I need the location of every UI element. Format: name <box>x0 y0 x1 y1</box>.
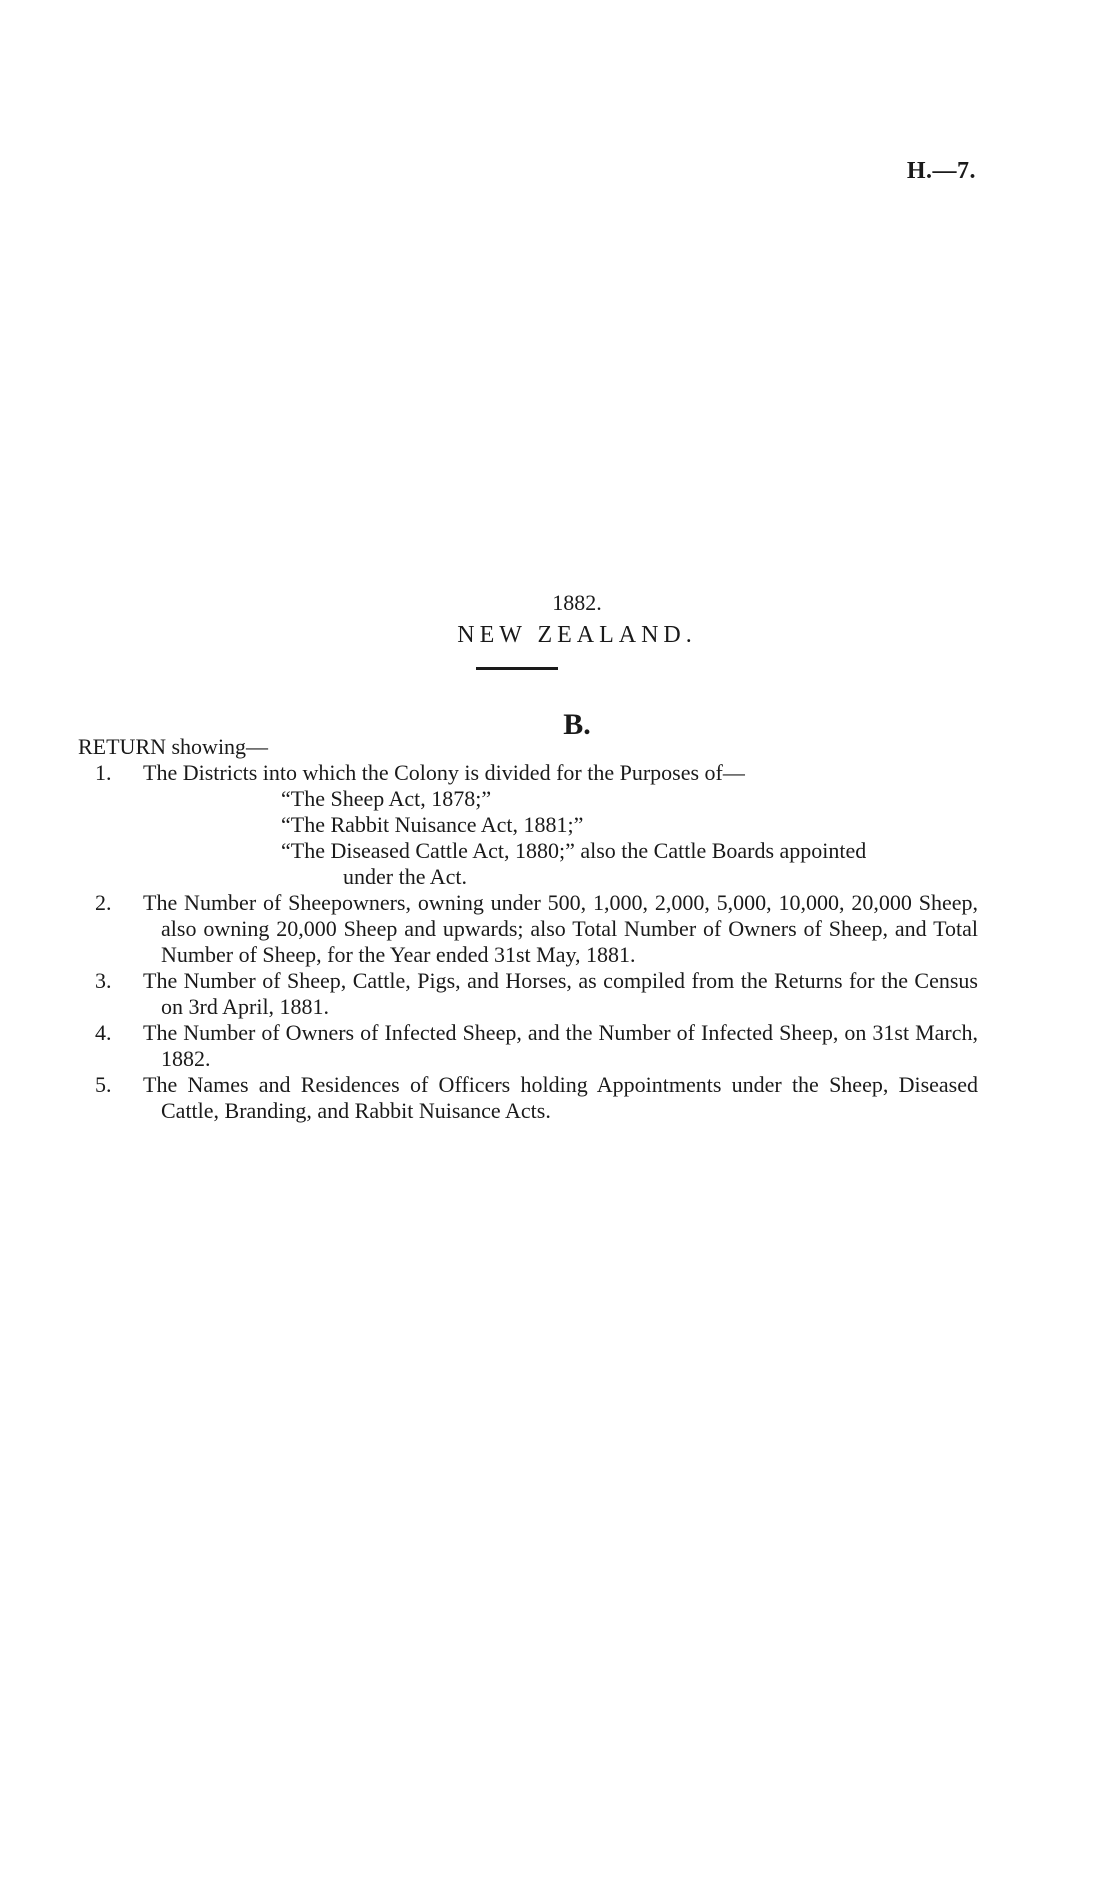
return-item-2: 2. The Number of Sheepowners, owning under 500, 1,000, 2,000, 5,000, 10,000, 20,000 Sheep, also owning 20,000 Sheep and upwards; also Total Number of Owners of Sheep, and Total Number of Sheep, for the Year ended 31st May, 1881. <box>95 890 978 967</box>
page-identifier: H.—7. <box>906 158 976 184</box>
return-contents <box>78 734 978 1124</box>
act-entry-sheep: “The Sheep Act, 1878;” <box>281 786 492 811</box>
act-entry-rabbit: “The Rabbit Nuisance Act, 1881;” <box>281 812 584 837</box>
act-entry-cattle: “The Diseased Cattle Act, 1880;” also the Cattle Boards appointed under the Act. <box>161 838 978 890</box>
act-entry-continuation: under the Act. <box>343 864 468 889</box>
title-divider <box>476 667 558 670</box>
document-year: 1882. <box>552 590 602 615</box>
section-letter: B. <box>563 708 591 741</box>
return-heading: RETURN showing— <box>78 734 269 759</box>
item-text: The Number of Sheepowners, owning under 500, 1,000, 2,000, 5,000, 10,000, 20,000 Sheep, also owning 20,000 Sheep and upwards; also Total Number of Owners of Sheep, and Total Number of Sheep, for the Year ended 31st May, 1881. <box>143 890 978 967</box>
return-item-5: 5. The Names and Residences of Officers holding Appointments under the Sheep, Diseased Cattle, Branding, and Rabbit Nuisance Acts. <box>95 1072 978 1123</box>
item-text: The Names and Residences of Officers holding Appointments under the Sheep, Diseased Cattle, Branding, and Rabbit Nuisance Acts. <box>143 1072 978 1123</box>
return-item-4: 4. The Number of Owners of Infected Sheep, and the Number of Infected Sheep, on 31st March, 1882. <box>95 1020 978 1071</box>
return-item-3: 3. The Number of Sheep, Cattle, Pigs, and Horses, as compiled from the Returns for the Census on 3rd April, 1881. <box>95 968 978 1019</box>
country-title: NEW ZEALAND. <box>457 622 697 648</box>
return-item-list <box>78 760 978 1124</box>
item-text: The Districts into which the Colony is divided for the Purposes of— <box>143 760 745 785</box>
return-item-1: 1. The Districts into which the Colony is divided for the Purposes of— “The Sheep Act, 1878;” “The Rabbit Nuisance Act, 1881;” “The Diseased Cattle Act, 1880;” also the Cattle Boards appointed under the Act. <box>78 760 978 890</box>
item-text: The Number of Sheep, Cattle, Pigs, and Horses, as compiled from the Returns for the Census on 3rd April, 1881. <box>143 968 978 1019</box>
item-text: The Number of Owners of Infected Sheep, and the Number of Infected Sheep, on 31st March, 1882. <box>143 1020 978 1071</box>
act-list <box>161 786 978 890</box>
